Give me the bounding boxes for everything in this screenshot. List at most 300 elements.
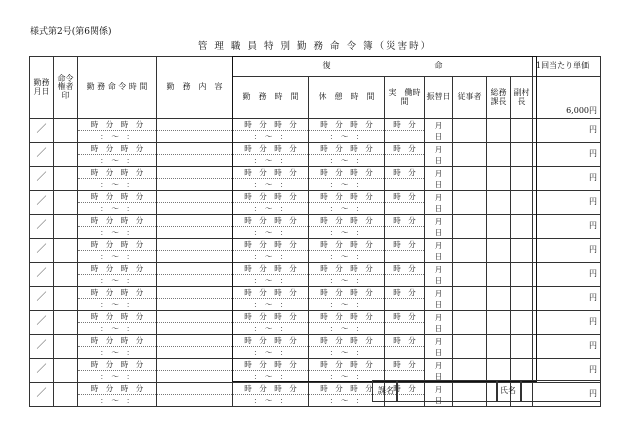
deputy-seal-cell[interactable] — [511, 119, 533, 143]
actual-hours-cell[interactable] — [385, 263, 425, 287]
substitute-day-cell[interactable] — [425, 287, 453, 311]
deputy-seal-cell[interactable] — [511, 359, 533, 383]
worker-seal-cell[interactable] — [453, 191, 487, 215]
break-time-range: 時 分 時 分 — [309, 215, 384, 227]
actual-hours-cell[interactable] — [385, 287, 425, 311]
break-hours-cell[interactable] — [309, 359, 385, 383]
time-colon-range: ： ～ ： — [100, 132, 134, 141]
footer-name-divider — [520, 380, 522, 402]
command-time-cell[interactable] — [78, 263, 157, 287]
date-slash: ／ — [36, 196, 47, 208]
content-cell[interactable] — [157, 383, 233, 407]
substitute-day-cell[interactable] — [425, 239, 453, 263]
worker-seal-cell[interactable] — [453, 167, 487, 191]
day-label: 日 — [434, 203, 443, 213]
yen-unit: 円 — [589, 197, 597, 207]
time-range: 時 分 時 分 — [78, 143, 156, 155]
actual-time: 時 分 — [385, 143, 424, 155]
yen-unit: 円 — [589, 293, 597, 303]
register-row — [30, 335, 601, 359]
work-hours-cell[interactable] — [233, 239, 309, 263]
work-time-colon: ： ～ ： — [253, 372, 288, 381]
chief-seal-cell[interactable] — [487, 191, 511, 215]
command-time-cell[interactable] — [78, 191, 157, 215]
seal-cell[interactable] — [54, 215, 78, 239]
seal-cell[interactable] — [54, 335, 78, 359]
deputy-seal-cell[interactable] — [511, 263, 533, 287]
break-time-range: 時 分 時 分 — [309, 119, 384, 131]
amount-cell[interactable] — [533, 119, 601, 143]
date-cell[interactable] — [30, 191, 54, 215]
seal-cell[interactable] — [54, 383, 78, 407]
break-hours-cell[interactable] — [309, 167, 385, 191]
time-colon-range: ： ～ ： — [100, 180, 134, 189]
deputy-seal-cell[interactable] — [511, 239, 533, 263]
break-hours-cell[interactable] — [309, 143, 385, 167]
work-hours-cell[interactable] — [233, 143, 309, 167]
worker-seal-cell[interactable] — [453, 143, 487, 167]
command-time-cell[interactable] — [78, 359, 157, 383]
content-dotted-line — [157, 191, 232, 203]
work-time-range: 時 分 時 分 — [233, 311, 308, 323]
month-label: 月 — [434, 120, 443, 130]
seal-cell[interactable] — [54, 143, 78, 167]
break-time-colon: ： ～ ： — [329, 276, 364, 285]
time-range: 時 分 時 分 — [78, 359, 156, 371]
seal-cell[interactable] — [54, 311, 78, 335]
command-register-table — [29, 56, 601, 407]
break-time-range: 時 分 時 分 — [309, 383, 384, 395]
substitute-day-cell[interactable] — [425, 263, 453, 287]
date-cell[interactable] — [30, 335, 54, 359]
work-time-range: 時 分 時 分 — [233, 263, 308, 275]
content-cell[interactable] — [157, 167, 233, 191]
date-slash: ／ — [36, 124, 47, 136]
content-dotted-line — [157, 143, 232, 155]
amount-cell[interactable] — [533, 263, 601, 287]
yen-unit: 円 — [589, 389, 597, 399]
command-time-cell[interactable] — [78, 383, 157, 407]
actual-hours-cell[interactable] — [385, 167, 425, 191]
chief-seal-cell[interactable] — [487, 311, 511, 335]
date-cell[interactable] — [30, 167, 54, 191]
actual-time: 時 分 — [385, 263, 424, 275]
command-time-cell[interactable] — [78, 287, 157, 311]
content-cell[interactable] — [157, 191, 233, 215]
time-range: 時 分 時 分 — [78, 263, 156, 275]
chief-seal-cell[interactable] — [487, 359, 511, 383]
break-time-range: 時 分 時 分 — [309, 335, 384, 347]
substitute-day-cell[interactable] — [425, 119, 453, 143]
work-time-colon: ： ～ ： — [253, 180, 288, 189]
yen-unit: 円 — [589, 365, 597, 375]
work-time-range: 時 分 時 分 — [233, 287, 308, 299]
worker-seal-cell[interactable] — [453, 359, 487, 383]
time-colon-range: ： ～ ： — [100, 156, 134, 165]
header-unit-price: 1回当たり単価 — [533, 57, 601, 77]
substitute-day-cell[interactable] — [425, 143, 453, 167]
seal-cell[interactable] — [54, 167, 78, 191]
date-slash: ／ — [36, 244, 47, 256]
date-slash: ／ — [36, 292, 47, 304]
time-colon-range: ： ～ ： — [100, 348, 134, 357]
work-time-range: 時 分 時 分 — [233, 239, 308, 251]
seal-cell[interactable] — [54, 263, 78, 287]
break-time-colon: ： ～ ： — [329, 132, 364, 141]
month-label: 月 — [434, 168, 443, 178]
time-range: 時 分 時 分 — [78, 215, 156, 227]
content-cell[interactable] — [157, 215, 233, 239]
actual-hours-cell[interactable] — [385, 311, 425, 335]
deputy-seal-cell[interactable] — [511, 191, 533, 215]
month-label: 月 — [434, 192, 443, 202]
header-worker: 従事者 — [453, 77, 487, 119]
command-time-cell[interactable] — [78, 215, 157, 239]
register-row — [30, 119, 601, 143]
work-time-colon: ： ～ ： — [253, 156, 288, 165]
header-general-affairs-chief: 総務課長 — [487, 77, 511, 119]
seal-cell[interactable] — [54, 359, 78, 383]
content-cell[interactable] — [157, 239, 233, 263]
yen-unit: 円 — [589, 317, 597, 327]
register-row — [30, 263, 601, 287]
break-time-colon: ： ～ ： — [329, 204, 364, 213]
time-colon-range: ： ～ ： — [100, 300, 134, 309]
time-range: 時 分 時 分 — [78, 119, 156, 131]
time-range: 時 分 時 分 — [78, 383, 156, 395]
month-label: 月 — [434, 288, 443, 298]
date-cell[interactable] — [30, 215, 54, 239]
time-colon-range: ： ～ ： — [100, 228, 134, 237]
chief-seal-cell[interactable] — [487, 119, 511, 143]
date-cell[interactable] — [30, 311, 54, 335]
chief-seal-cell[interactable] — [487, 263, 511, 287]
work-hours-cell[interactable] — [233, 191, 309, 215]
break-hours-cell[interactable] — [309, 287, 385, 311]
chief-seal-cell[interactable] — [487, 215, 511, 239]
deputy-seal-cell[interactable] — [511, 143, 533, 167]
substitute-day-cell[interactable] — [425, 191, 453, 215]
actual-hours-cell[interactable] — [385, 191, 425, 215]
break-time-colon: ： ～ ： — [329, 252, 364, 261]
break-time-colon: ： ～ ： — [329, 396, 364, 405]
actual-time: 時 分 — [385, 191, 424, 203]
amount-cell[interactable] — [533, 359, 601, 383]
time-colon-range: ： ～ ： — [100, 276, 134, 285]
date-cell[interactable] — [30, 119, 54, 143]
date-cell[interactable] — [30, 287, 54, 311]
work-hours-cell[interactable] — [233, 287, 309, 311]
date-cell[interactable] — [30, 263, 54, 287]
day-label: 日 — [434, 251, 443, 261]
command-time-cell[interactable] — [78, 311, 157, 335]
day-label: 日 — [434, 275, 443, 285]
worker-seal-cell[interactable] — [453, 215, 487, 239]
substitute-day-cell[interactable] — [425, 215, 453, 239]
chief-seal-cell[interactable] — [487, 335, 511, 359]
content-dotted-line — [157, 119, 232, 131]
actual-hours-cell[interactable] — [385, 335, 425, 359]
time-colon-range: ： ～ ： — [100, 204, 134, 213]
deputy-seal-cell[interactable] — [511, 215, 533, 239]
time-range: 時 分 時 分 — [78, 167, 156, 179]
content-cell[interactable] — [157, 263, 233, 287]
content-dotted-line — [157, 287, 232, 299]
substitute-day-cell[interactable] — [425, 311, 453, 335]
actual-time: 時 分 — [385, 383, 424, 395]
break-time-range: 時 分 時 分 — [309, 287, 384, 299]
amount-cell[interactable] — [533, 335, 601, 359]
date-slash: ／ — [36, 220, 47, 232]
yen-unit: 円 — [589, 125, 597, 135]
deputy-seal-cell[interactable] — [511, 335, 533, 359]
date-slash: ／ — [36, 364, 47, 376]
date-cell[interactable] — [30, 383, 54, 407]
amount-cell[interactable] — [533, 191, 601, 215]
worker-seal-cell[interactable] — [453, 239, 487, 263]
work-hours-cell[interactable] — [233, 335, 309, 359]
register-row — [30, 359, 601, 383]
day-label: 日 — [434, 131, 443, 141]
break-hours-cell[interactable] — [309, 311, 385, 335]
header-report: 復 命 — [233, 57, 533, 77]
work-time-range: 時 分 時 分 — [233, 143, 308, 155]
work-hours-cell[interactable] — [233, 215, 309, 239]
content-dotted-line — [157, 311, 232, 323]
header-work-content: 勤 務 内 容 — [157, 57, 233, 119]
yen-unit: 円 — [589, 341, 597, 351]
work-time-colon: ： ～ ： — [253, 348, 288, 357]
command-time-cell[interactable] — [78, 119, 157, 143]
header-break-hours: 休 憩 時 間 — [309, 77, 385, 119]
date-cell[interactable] — [30, 359, 54, 383]
work-time-range: 時 分 時 分 — [233, 335, 308, 347]
content-dotted-line — [157, 215, 232, 227]
chief-seal-cell[interactable] — [487, 167, 511, 191]
break-time-range: 時 分 時 分 — [309, 311, 384, 323]
seal-cell[interactable] — [54, 287, 78, 311]
time-range: 時 分 時 分 — [78, 335, 156, 347]
break-time-colon: ： ～ ： — [329, 180, 364, 189]
date-cell[interactable] — [30, 239, 54, 263]
date-cell[interactable] — [30, 143, 54, 167]
break-hours-cell[interactable] — [309, 119, 385, 143]
day-label: 日 — [434, 155, 443, 165]
break-time-range: 時 分 時 分 — [309, 359, 384, 371]
break-time-range: 時 分 時 分 — [309, 143, 384, 155]
actual-time: 時 分 — [385, 287, 424, 299]
worker-seal-cell[interactable] — [453, 119, 487, 143]
work-time-range: 時 分 時 分 — [233, 119, 308, 131]
actual-time: 時 分 — [385, 215, 424, 227]
work-time-colon: ： ～ ： — [253, 228, 288, 237]
work-time-colon: ： ～ ： — [253, 300, 288, 309]
chief-seal-cell[interactable] — [487, 287, 511, 311]
actual-hours-cell[interactable] — [385, 215, 425, 239]
amount-cell[interactable] — [533, 167, 601, 191]
date-slash: ／ — [36, 316, 47, 328]
break-time-colon: ： ～ ： — [329, 348, 364, 357]
time-colon-range: ： ～ ： — [100, 396, 134, 405]
command-time-cell[interactable] — [78, 239, 157, 263]
work-hours-cell[interactable] — [233, 383, 309, 407]
yen-unit: 円 — [589, 269, 597, 279]
break-hours-cell[interactable] — [309, 335, 385, 359]
substitute-day-cell[interactable] — [425, 167, 453, 191]
worker-seal-cell[interactable] — [453, 335, 487, 359]
time-range: 時 分 時 分 — [78, 311, 156, 323]
content-dotted-line — [157, 239, 232, 251]
actual-hours-cell[interactable] — [385, 239, 425, 263]
actual-hours-cell[interactable] — [385, 119, 425, 143]
register-row — [30, 311, 601, 335]
content-dotted-line — [157, 335, 232, 347]
substitute-day-cell[interactable] — [425, 335, 453, 359]
month-label: 月 — [434, 336, 443, 346]
break-hours-cell[interactable] — [309, 263, 385, 287]
month-label: 月 — [434, 360, 443, 370]
register-row — [30, 191, 601, 215]
date-slash: ／ — [36, 388, 47, 400]
break-time-range: 時 分 時 分 — [309, 239, 384, 251]
break-time-colon: ： ～ ： — [329, 156, 364, 165]
work-time-colon: ： ～ ： — [253, 396, 288, 405]
time-colon-range: ： ～ ： — [100, 372, 134, 381]
seal-cell[interactable] — [54, 191, 78, 215]
footer-department-label: 課名 — [378, 386, 394, 395]
register-row — [30, 287, 601, 311]
register-row — [30, 215, 601, 239]
header-work-day: 勤務月日 — [30, 57, 54, 119]
amount-cell[interactable] — [533, 311, 601, 335]
deputy-seal-cell[interactable] — [511, 311, 533, 335]
day-label: 日 — [434, 347, 443, 357]
work-time-colon: ： ～ ： — [253, 252, 288, 261]
header-work-time: 勤 務 命 令 時 間 — [78, 57, 157, 119]
content-cell[interactable] — [157, 311, 233, 335]
date-slash: ／ — [36, 148, 47, 160]
time-range: 時 分 時 分 — [78, 239, 156, 251]
month-label: 月 — [434, 264, 443, 274]
chief-seal-cell[interactable] — [487, 239, 511, 263]
actual-time: 時 分 — [385, 335, 424, 347]
time-colon-range: ： ～ ： — [100, 252, 134, 261]
month-label: 月 — [434, 312, 443, 322]
form-title: 管 理 職 員 特 別 勤 務 命 令 簿（災害時） — [197, 41, 433, 52]
date-slash: ／ — [36, 340, 47, 352]
content-dotted-line — [157, 359, 232, 371]
register-row — [30, 239, 601, 263]
time-range: 時 分 時 分 — [78, 287, 156, 299]
deputy-seal-cell[interactable] — [511, 167, 533, 191]
month-label: 月 — [434, 144, 443, 154]
yen-unit: 円 — [589, 149, 597, 159]
work-time-colon: ： ～ ： — [253, 132, 288, 141]
day-label: 日 — [434, 299, 443, 309]
yen-unit: 円 — [589, 245, 597, 255]
day-label: 日 — [434, 395, 443, 405]
actual-time: 時 分 — [385, 359, 424, 371]
break-hours-cell[interactable] — [309, 191, 385, 215]
substitute-day-cell[interactable] — [425, 359, 453, 383]
month-label: 月 — [434, 240, 443, 250]
break-time-colon: ： ～ ： — [329, 324, 364, 333]
break-time-range: 時 分 時 分 — [309, 191, 384, 203]
work-hours-cell[interactable] — [233, 359, 309, 383]
content-cell[interactable] — [157, 143, 233, 167]
footer-department-divider — [396, 380, 398, 402]
content-cell[interactable] — [157, 359, 233, 383]
break-time-colon: ： ～ ： — [329, 300, 364, 309]
command-time-cell[interactable] — [78, 335, 157, 359]
unit-price-value: 6,000円 — [533, 77, 601, 119]
header-deputy-mayor: 副村長 — [511, 77, 533, 119]
header-commander-seal: 命令権者印 — [54, 57, 78, 119]
actual-time: 時 分 — [385, 119, 424, 131]
command-time-cell[interactable] — [78, 143, 157, 167]
content-cell[interactable] — [157, 287, 233, 311]
work-time-colon: ： ～ ： — [253, 324, 288, 333]
work-time-range: 時 分 時 分 — [233, 191, 308, 203]
content-dotted-line — [157, 263, 232, 275]
content-cell[interactable] — [157, 335, 233, 359]
amount-cell[interactable] — [533, 287, 601, 311]
form-number: 様式第2号(第6関係) — [30, 27, 112, 37]
actual-time: 時 分 — [385, 239, 424, 251]
deputy-seal-cell[interactable] — [511, 287, 533, 311]
register-row — [30, 143, 601, 167]
worker-seal-cell[interactable] — [453, 311, 487, 335]
amount-cell[interactable] — [533, 215, 601, 239]
work-hours-cell[interactable] — [233, 263, 309, 287]
work-time-range: 時 分 時 分 — [233, 383, 308, 395]
content-dotted-line — [157, 167, 232, 179]
command-time-cell[interactable] — [78, 167, 157, 191]
actual-hours-cell[interactable] — [385, 359, 425, 383]
content-cell[interactable] — [157, 119, 233, 143]
actual-time: 時 分 — [385, 167, 424, 179]
work-time-range: 時 分 時 分 — [233, 167, 308, 179]
worker-seal-cell[interactable] — [453, 287, 487, 311]
work-hours-cell[interactable] — [233, 119, 309, 143]
break-hours-cell[interactable] — [309, 215, 385, 239]
break-time-colon: ： ～ ： — [329, 228, 364, 237]
seal-cell[interactable] — [54, 119, 78, 143]
day-label: 日 — [434, 323, 443, 333]
month-label: 月 — [434, 216, 443, 226]
day-label: 日 — [434, 371, 443, 381]
month-label: 月 — [434, 384, 443, 394]
worker-seal-cell[interactable] — [453, 263, 487, 287]
day-label: 日 — [434, 227, 443, 237]
work-hours-cell[interactable] — [233, 311, 309, 335]
work-time-range: 時 分 時 分 — [233, 215, 308, 227]
header-substitute-day: 振替日 — [425, 77, 453, 119]
seal-cell[interactable] — [54, 239, 78, 263]
yen-unit: 円 — [589, 221, 597, 231]
break-time-range: 時 分 時 分 — [309, 263, 384, 275]
amount-cell[interactable] — [533, 143, 601, 167]
date-slash: ／ — [36, 172, 47, 184]
work-hours-cell[interactable] — [233, 167, 309, 191]
chief-seal-cell[interactable] — [487, 143, 511, 167]
yen-unit: 円 — [589, 173, 597, 183]
break-time-range: 時 分 時 分 — [309, 167, 384, 179]
break-hours-cell[interactable] — [309, 239, 385, 263]
amount-cell[interactable] — [533, 239, 601, 263]
actual-hours-cell[interactable] — [385, 143, 425, 167]
footer-name-label: 氏名 — [500, 386, 516, 395]
